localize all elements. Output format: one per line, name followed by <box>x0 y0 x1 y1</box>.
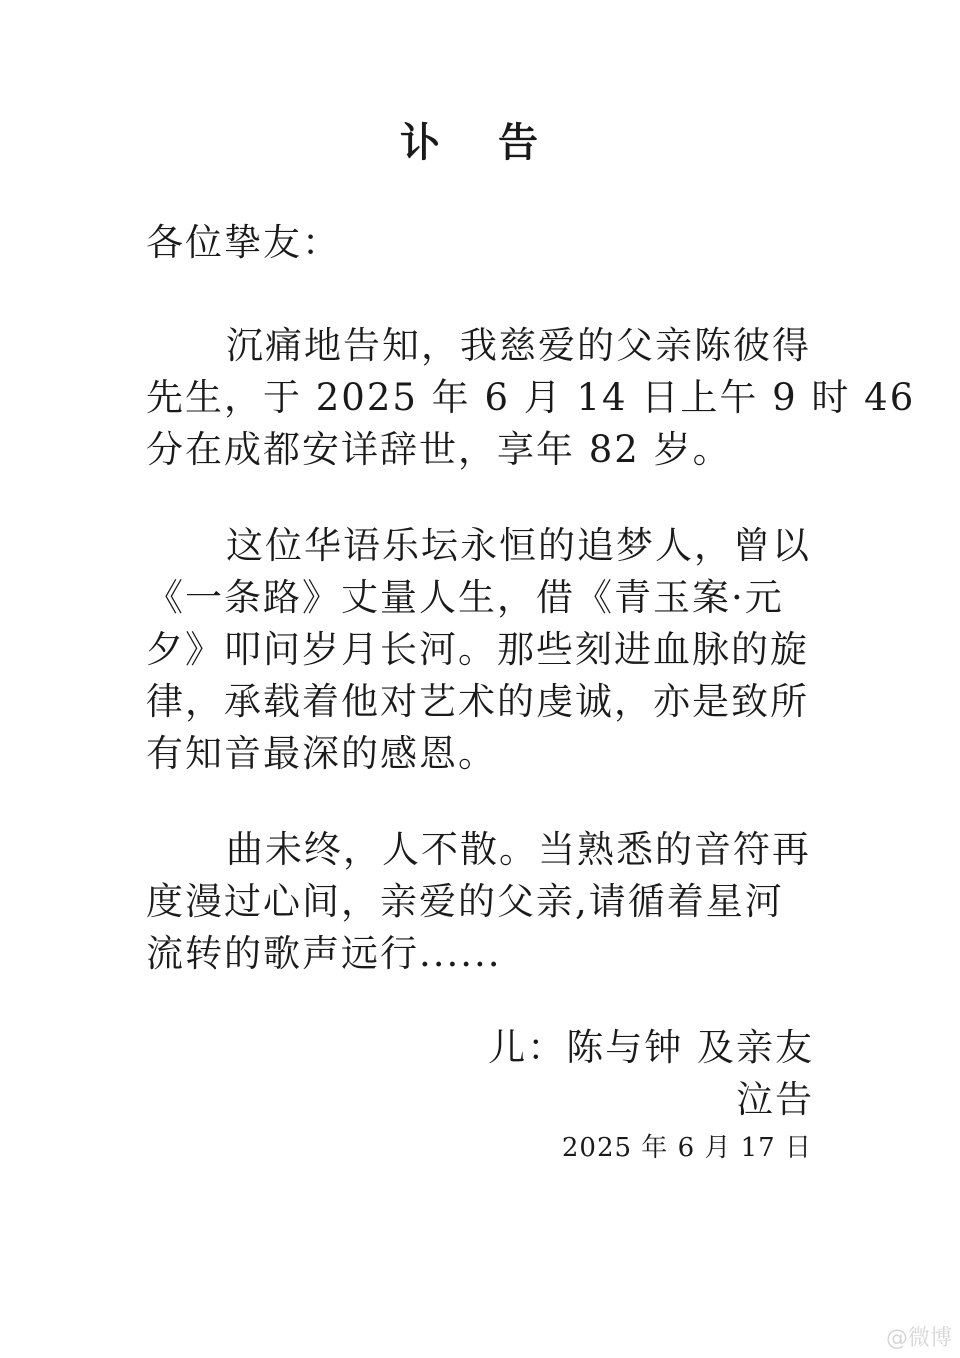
paragraph-2-line-2: 《一条路》丈量人生，借《青玉案·元 <box>146 576 784 619</box>
paragraph-3-line-1: 曲未终，人不散。当熟悉的音符再 <box>226 828 811 871</box>
salutation: 各位挚友： <box>146 221 341 264</box>
signature-closing: 泣告 <box>736 1078 814 1121</box>
paragraph-1-line-1: 沉痛地告知，我慈爱的父亲陈彼得 <box>226 324 811 367</box>
paragraph-3 <box>146 824 818 980</box>
paragraph-1 <box>146 320 916 476</box>
paragraph-3-line-3: 流转的歌声远行...... <box>146 932 502 975</box>
document-title: 讣 告 <box>400 119 560 166</box>
watermark: @微博 <box>885 1326 952 1351</box>
paragraph-2-line-4: 律，承载着他对艺术的虔诚，亦是致所 <box>146 680 809 723</box>
signature-signer: 儿：陈与钟 及亲友 <box>488 1026 814 1069</box>
paragraph-2 <box>146 520 818 780</box>
document-date: 2025 年 6 月 17 日 <box>561 1133 812 1163</box>
paragraph-2-line-5: 有知音最深的感恩。 <box>146 732 497 775</box>
paragraph-3-line-2: 度漫过心间，亲爱的父亲,请循着星河 <box>146 880 784 923</box>
signature-block <box>488 1022 814 1126</box>
paragraph-2-line-3: 夕》叩问岁月长河。那些刻进血脉的旋 <box>146 628 809 671</box>
paragraph-1-line-2: 先生，于 2025 年 6 月 14 日上午 9 时 46 <box>146 376 916 419</box>
paragraph-2-line-1: 这位华语乐坛永恒的追梦人，曾以 <box>226 524 811 567</box>
paragraph-1-line-3: 分在成都安详辞世，享年 82 岁。 <box>146 428 732 471</box>
